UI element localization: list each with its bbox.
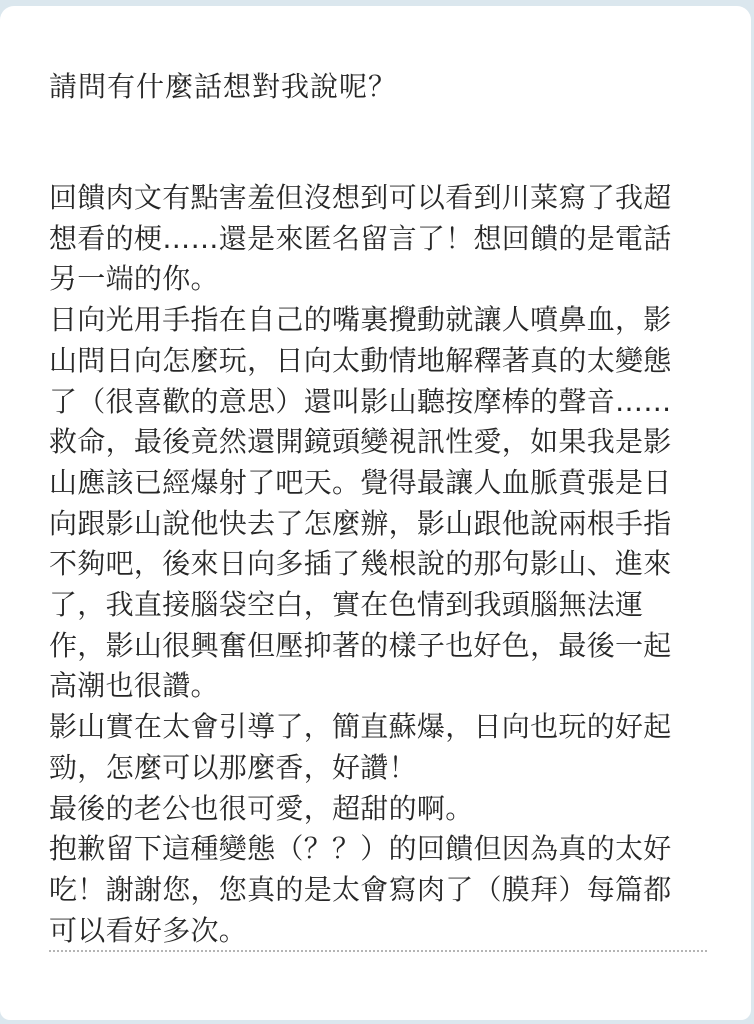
question-heading: 請問有什麼話想對我說呢？ bbox=[49, 70, 398, 103]
answer-paragraph: 最後的老公也很可愛，超甜的啊。 bbox=[49, 791, 474, 825]
answer-paragraph: 抱歉留下這種變態（？？）的回饋但因為真的太好吃！謝謝您，您真的是太會寫肉了（膜拜）每篇都可以看好多次。 bbox=[49, 832, 672, 947]
dotted-divider bbox=[49, 950, 707, 952]
answer-paragraph: 回饋肉文有點害羞但沒想到可以看到川菜寫了我超想看的梗……還是來匿名留言了！想回饋的是電話另一端的你。 bbox=[49, 181, 672, 296]
answer-body bbox=[49, 178, 697, 951]
answer-paragraph: 影山實在太會引導了，簡直蘇爆，日向也玩的好起勁，怎麼可以那麼香，好讚！ bbox=[49, 710, 672, 784]
message-card bbox=[0, 6, 751, 1020]
answer-paragraph: 日向光用手指在自己的嘴裏攪動就讓人噴鼻血，影山問日向怎麼玩，日向太動情地解釋著真的太變態了（很喜歡的意思）還叫影山聽按摩棒的聲音……救命，最後竟然還開鏡頭變視訊性愛，如果我是影山應該已經爆射了吧天。覺得最讓人血脈賁張是日向跟影山說他快去了怎麼辦，影山跟他說兩根手指不夠吧，後來日向多插了幾根說的那句影山、進來了，我直接腦袋空白，實在色情到我頭腦無法運作，影山很興奮但壓抑著的樣子也好色，最後一起高潮也很讚。 bbox=[49, 303, 672, 703]
